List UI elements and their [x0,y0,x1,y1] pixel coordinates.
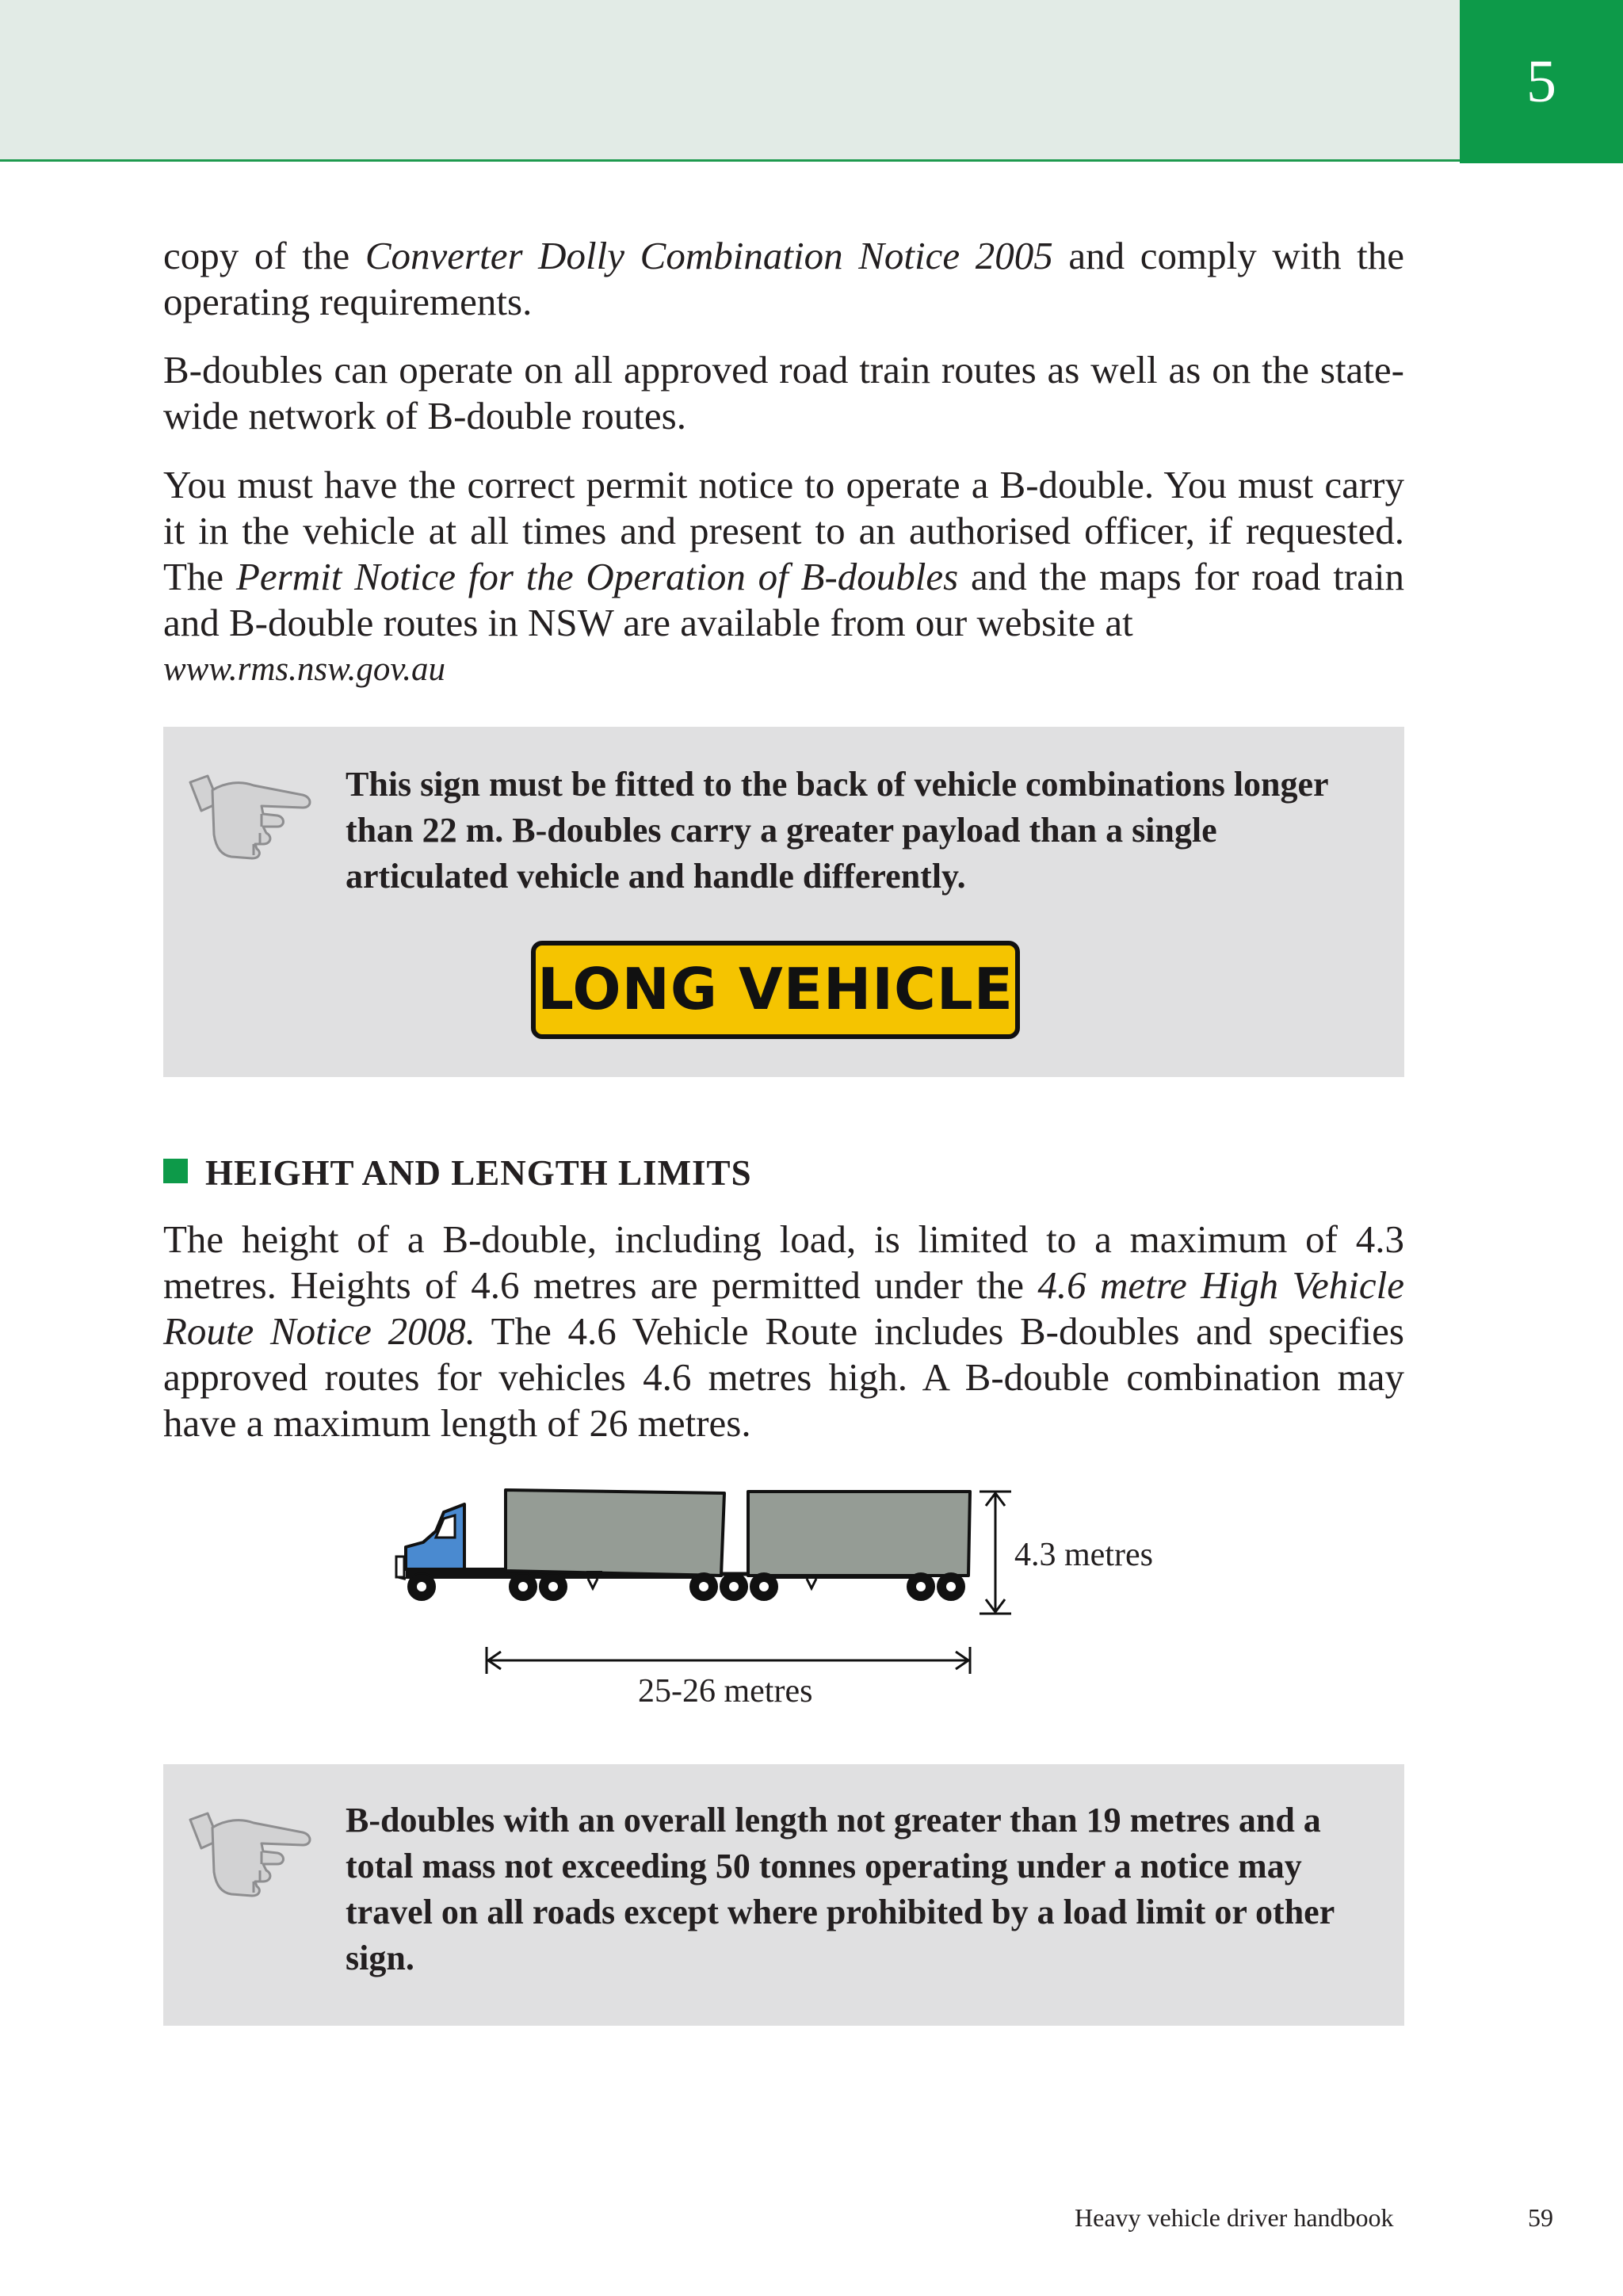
note-text: B-doubles with an overall length not greater than 19 metres and a total mass not exceeding 50 tonnes operating under a notice may travel on all roads except where prohibited by a load limit or other sign. [346,1801,1335,1977]
note-text: This sign must be fitted to the back of vehicle combinations longer than 22 m. B-doubles carry a greater payload than a single articulated vehicle and handle differently. [346,765,1328,896]
paragraph-converter-dolly [163,233,1404,325]
header-band [0,0,1460,162]
chapter-number-tab: 5 [1460,0,1623,163]
heading-bullet-icon [163,1159,188,1183]
note-box-b-double-roads [163,1764,1404,2026]
paragraph-permit-notice [163,462,1404,646]
text-span: You must have the correct permit notice to operate a B-double. You must carry it in the vehicle at all times and present to an authorised officer, if requested. The [163,463,1404,598]
paragraph-height-length [163,1217,1404,1446]
section-heading [163,1149,752,1197]
b-double-dimension-diagram [388,1474,1181,1728]
page-number: 59 [1528,2203,1553,2232]
text-span: and comply with the operating requirements. [163,234,1404,323]
website-link[interactable]: www.rms.nsw.gov.au [163,651,445,688]
permit-notice-title: Permit Notice for the Operation of B-doubles [235,555,959,598]
section-heading-text: HEIGHT AND LENGTH LIMITS [205,1153,752,1193]
long-vehicle-sign: LONG VEHICLE [531,941,1020,1039]
route-notice-title: 4.6 metre High Vehicle Route Notice 2008. [163,1263,1404,1353]
text-span: copy of the [163,234,365,277]
pointing-hand-icon [184,1804,319,1899]
length-label: 25-26 metres [638,1673,813,1710]
text-span: and the maps for road train and B-double routes in NSW are available from our website at [163,555,1404,644]
text-span: The 4.6 Vehicle Route includes B-doubles and specifies approved routes for vehicles 4.6 metres high. A B-double combination may have a maximum length of 26 metres. [163,1309,1404,1445]
footer-title: Heavy vehicle driver handbook [1075,2203,1394,2232]
notice-title: Converter Dolly Combination Notice 2005 [365,234,1053,277]
text-span: The height of a B-double, including load, is limited to a maximum of 4.3 metres. Heights of 4.6 metres are permitted under the [163,1217,1404,1307]
note-box-long-vehicle [163,727,1404,1077]
height-label: 4.3 metres [1014,1537,1153,1573]
paragraph-b-double-routes: B-doubles can operate on all approved road train routes as well as on the state-wide network of B-double routes. [163,348,1404,437]
pointing-hand-icon [184,766,319,861]
